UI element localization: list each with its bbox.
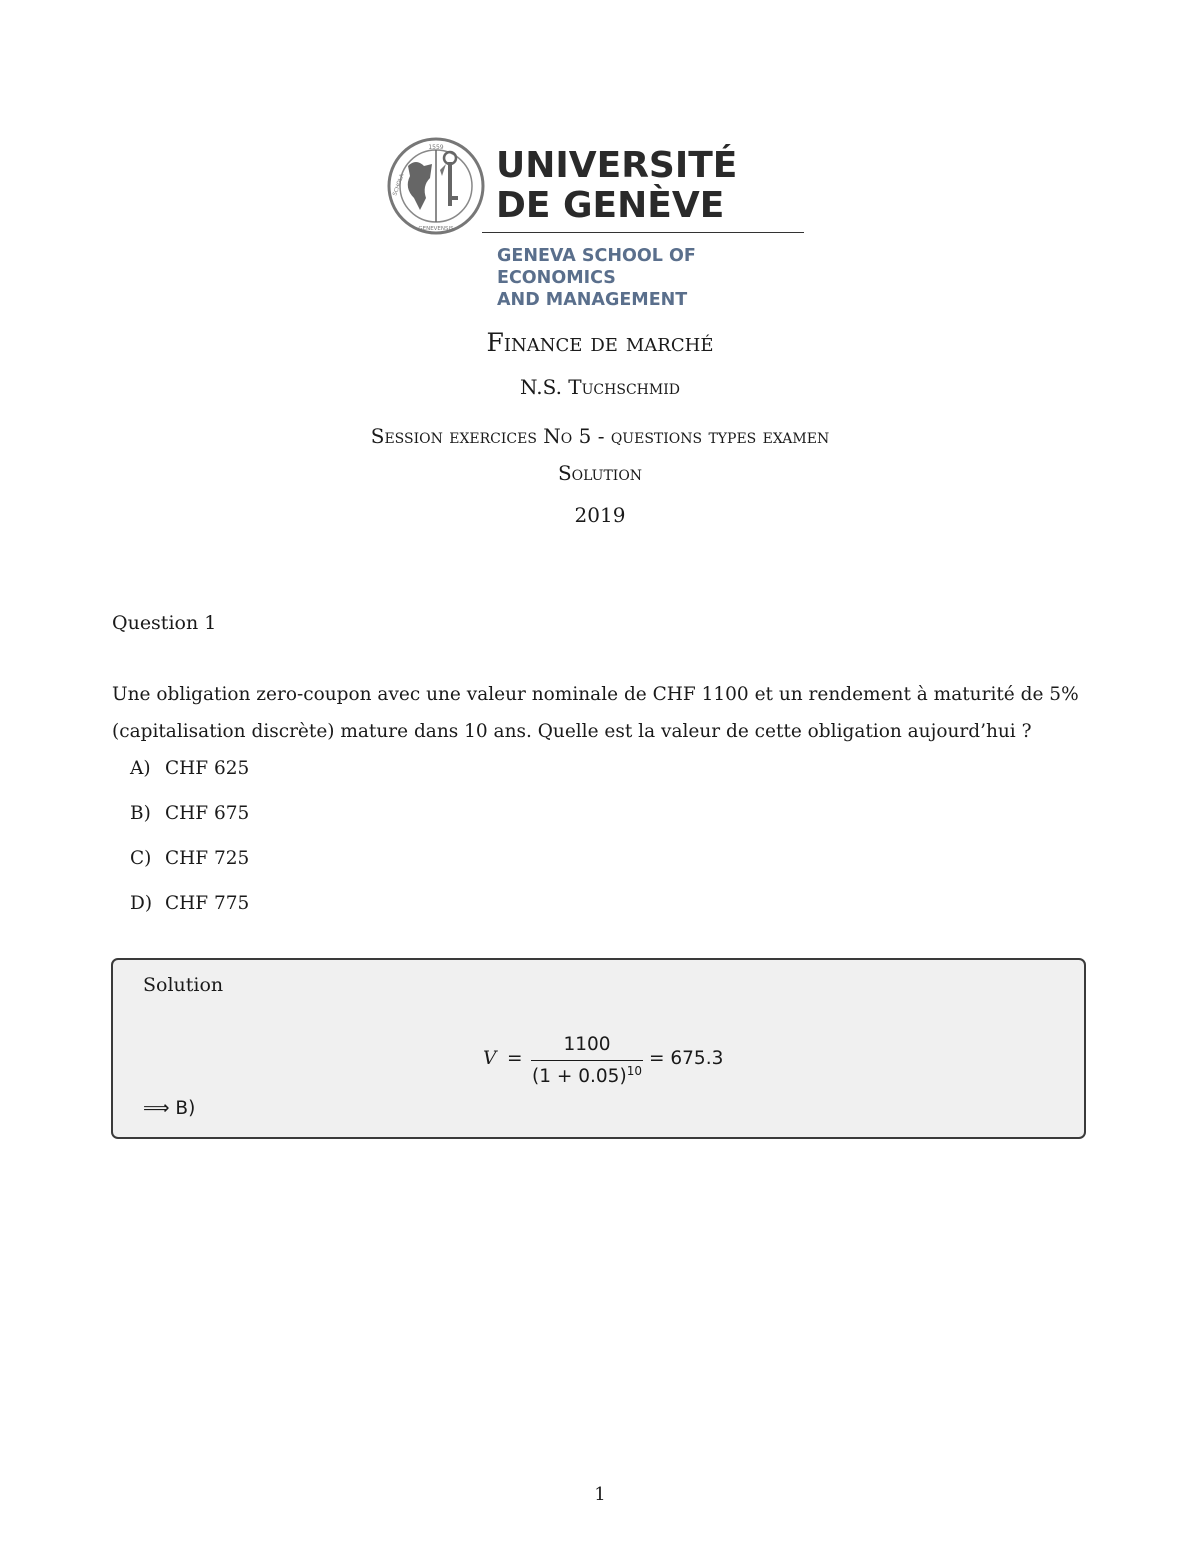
author-name: N.S. Tuchschmid xyxy=(520,375,680,399)
formula-numerator: 1100 xyxy=(563,1034,611,1055)
university-seal-icon xyxy=(386,136,486,236)
formula-equals: = xyxy=(507,1048,523,1069)
university-logo xyxy=(386,136,806,310)
denominator-exponent: 10 xyxy=(626,1064,642,1078)
option-letter: A) xyxy=(130,758,151,779)
formula-variable: V xyxy=(483,1048,497,1069)
option-letter: C) xyxy=(130,848,152,869)
formula-result: = 675.3 xyxy=(649,1048,724,1069)
svg-text:SCHOLA: SCHOLA xyxy=(392,173,406,197)
option-text: CHF 725 xyxy=(165,848,250,869)
option-letter: D) xyxy=(130,893,153,914)
option-letter: B) xyxy=(130,803,151,824)
denominator-base: (1 + 0.05) xyxy=(532,1066,627,1087)
solution-box xyxy=(111,958,1086,1139)
formula-fraction xyxy=(531,1034,643,1087)
question-title: Question 1 xyxy=(112,612,217,634)
option-d xyxy=(130,893,249,938)
question-text: Une obligation zero-coupon avec une valeur nominale de CHF 1100 et un rendement à maturité de 5% (capitalisation discrète) mature dans 10 ans. Quelle est la valeur de cette obligation aujourd’hui ? xyxy=(112,684,1079,742)
solution-title: Solution xyxy=(143,974,224,996)
course-title: Finance de marché xyxy=(486,328,714,357)
school-name-line1: GENEVA SCHOOL OF ECONOMICS xyxy=(497,246,696,288)
option-b xyxy=(130,803,249,848)
school-name-line2: AND MANAGEMENT xyxy=(497,290,688,310)
svg-text:1559: 1559 xyxy=(428,144,444,151)
document-year: 2019 xyxy=(574,503,626,527)
logo-divider xyxy=(482,232,804,233)
option-c xyxy=(130,848,249,893)
formula-denominator xyxy=(531,1064,643,1087)
option-text: CHF 675 xyxy=(165,803,250,824)
page-number: 1 xyxy=(594,1484,606,1505)
option-a xyxy=(130,758,249,803)
option-text: CHF 775 xyxy=(165,893,250,914)
svg-text:GENEVENSIS: GENEVENSIS xyxy=(418,226,454,232)
university-name-line2: DE GENÈVE xyxy=(496,185,725,226)
solution-answer: ⟹ B) xyxy=(143,1098,196,1119)
university-name-line1: UNIVERSITÉ xyxy=(496,145,738,186)
answer-options xyxy=(130,758,249,938)
document-subtitle: Solution xyxy=(557,461,643,485)
fraction-bar xyxy=(531,1060,643,1061)
university-name xyxy=(496,146,737,226)
session-title: Session exercices No 5 - questions types examen xyxy=(370,424,830,448)
school-name xyxy=(497,245,806,311)
option-text: CHF 625 xyxy=(165,758,250,779)
